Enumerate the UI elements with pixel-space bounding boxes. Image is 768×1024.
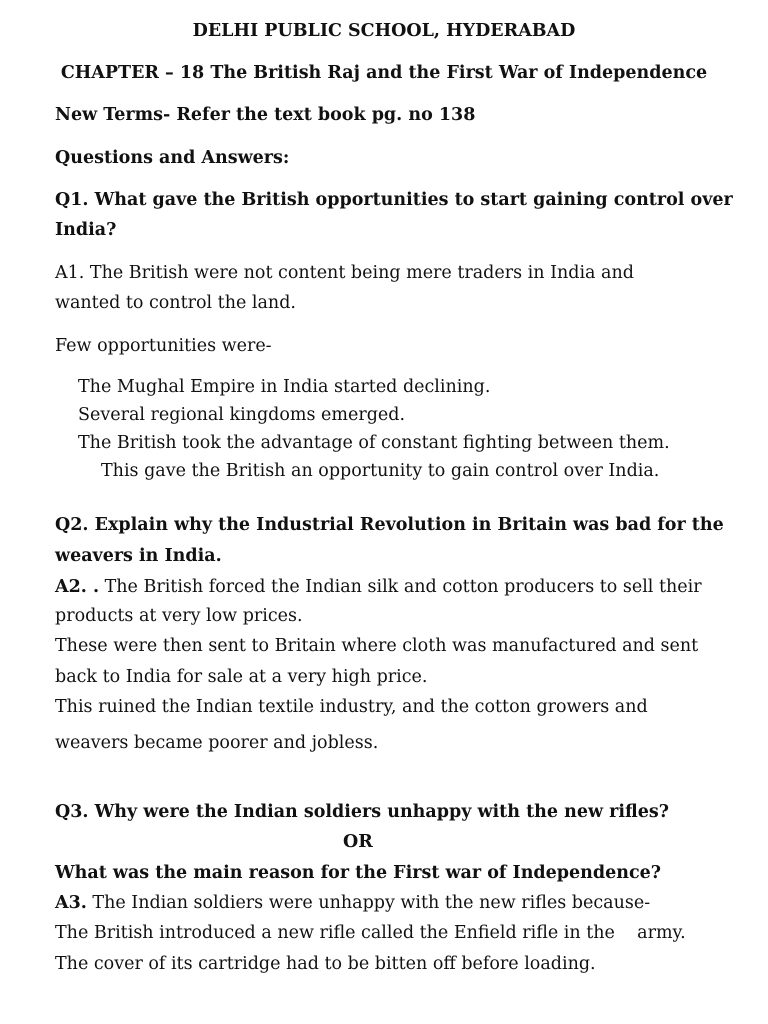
school-title: DELHI PUBLIC SCHOOL, HYDERABAD — [192, 21, 576, 41]
q1-point-3: The British took the advantage of constant fighting between them. — [78, 433, 670, 453]
q1-point-2: Several regional kingdoms emerged. — [78, 405, 406, 425]
few-opportunities-line: Few opportunities were- — [55, 336, 272, 356]
chapter-title: CHAPTER – 18 The British Raj and the First War of Independence — [60, 63, 708, 83]
new-terms-line: New Terms- Refer the text book pg. no 138 — [55, 105, 476, 125]
a1-line2: wanted to control the land. — [55, 293, 296, 313]
a3-line2: The British introduced a new rifle called the Enfield rifle in the army. — [55, 923, 686, 943]
a2-line3: These were then sent to Britain where cloth was manufactured and sent — [55, 636, 699, 656]
q3-or: OR — [343, 832, 373, 852]
a3-line1 — [55, 891, 650, 915]
q3-question-alt: What was the main reason for the First war of Independence? — [55, 863, 662, 883]
a2-line1-text: The British forced the Indian silk and cotton producers to sell their — [99, 577, 702, 597]
q2-question-line1: Q2. Explain why the Industrial Revolution in Britain was bad for the — [55, 515, 724, 535]
q1-point-4: This gave the British an opportunity to gain control over India. — [101, 461, 660, 481]
a3-line1-text: The Indian soldiers were unhappy with the new rifles because- — [86, 893, 651, 913]
q3-question-line1: Q3. Why were the Indian soldiers unhappy with the new rifles? — [55, 802, 669, 822]
a3-line3: The cover of its cartridge had to be bitten off before loading. — [55, 954, 596, 974]
q1-question-line1: Q1. What gave the British opportunities to start gaining control over — [55, 190, 733, 210]
a2-line6: weavers became poorer and jobless. — [55, 733, 379, 753]
q1-point-1: The Mughal Empire in India started declining. — [78, 377, 491, 397]
qa-heading: Questions and Answers: — [55, 148, 290, 168]
q1-question-line2: India? — [55, 220, 117, 240]
q2-question-line2: weavers in India. — [55, 546, 222, 566]
a2-line1 — [55, 575, 702, 599]
a2-line4: back to India for sale at a very high price. — [55, 667, 428, 687]
a3-label: A3. — [55, 893, 87, 913]
a2-line2: products at very low prices. — [55, 606, 303, 626]
a2-line5: This ruined the Indian textile industry, and the cotton growers and — [55, 697, 648, 717]
a1-line1: A1. The British were not content being mere traders in India and — [55, 263, 634, 283]
a2-label: A2. . — [55, 577, 100, 597]
